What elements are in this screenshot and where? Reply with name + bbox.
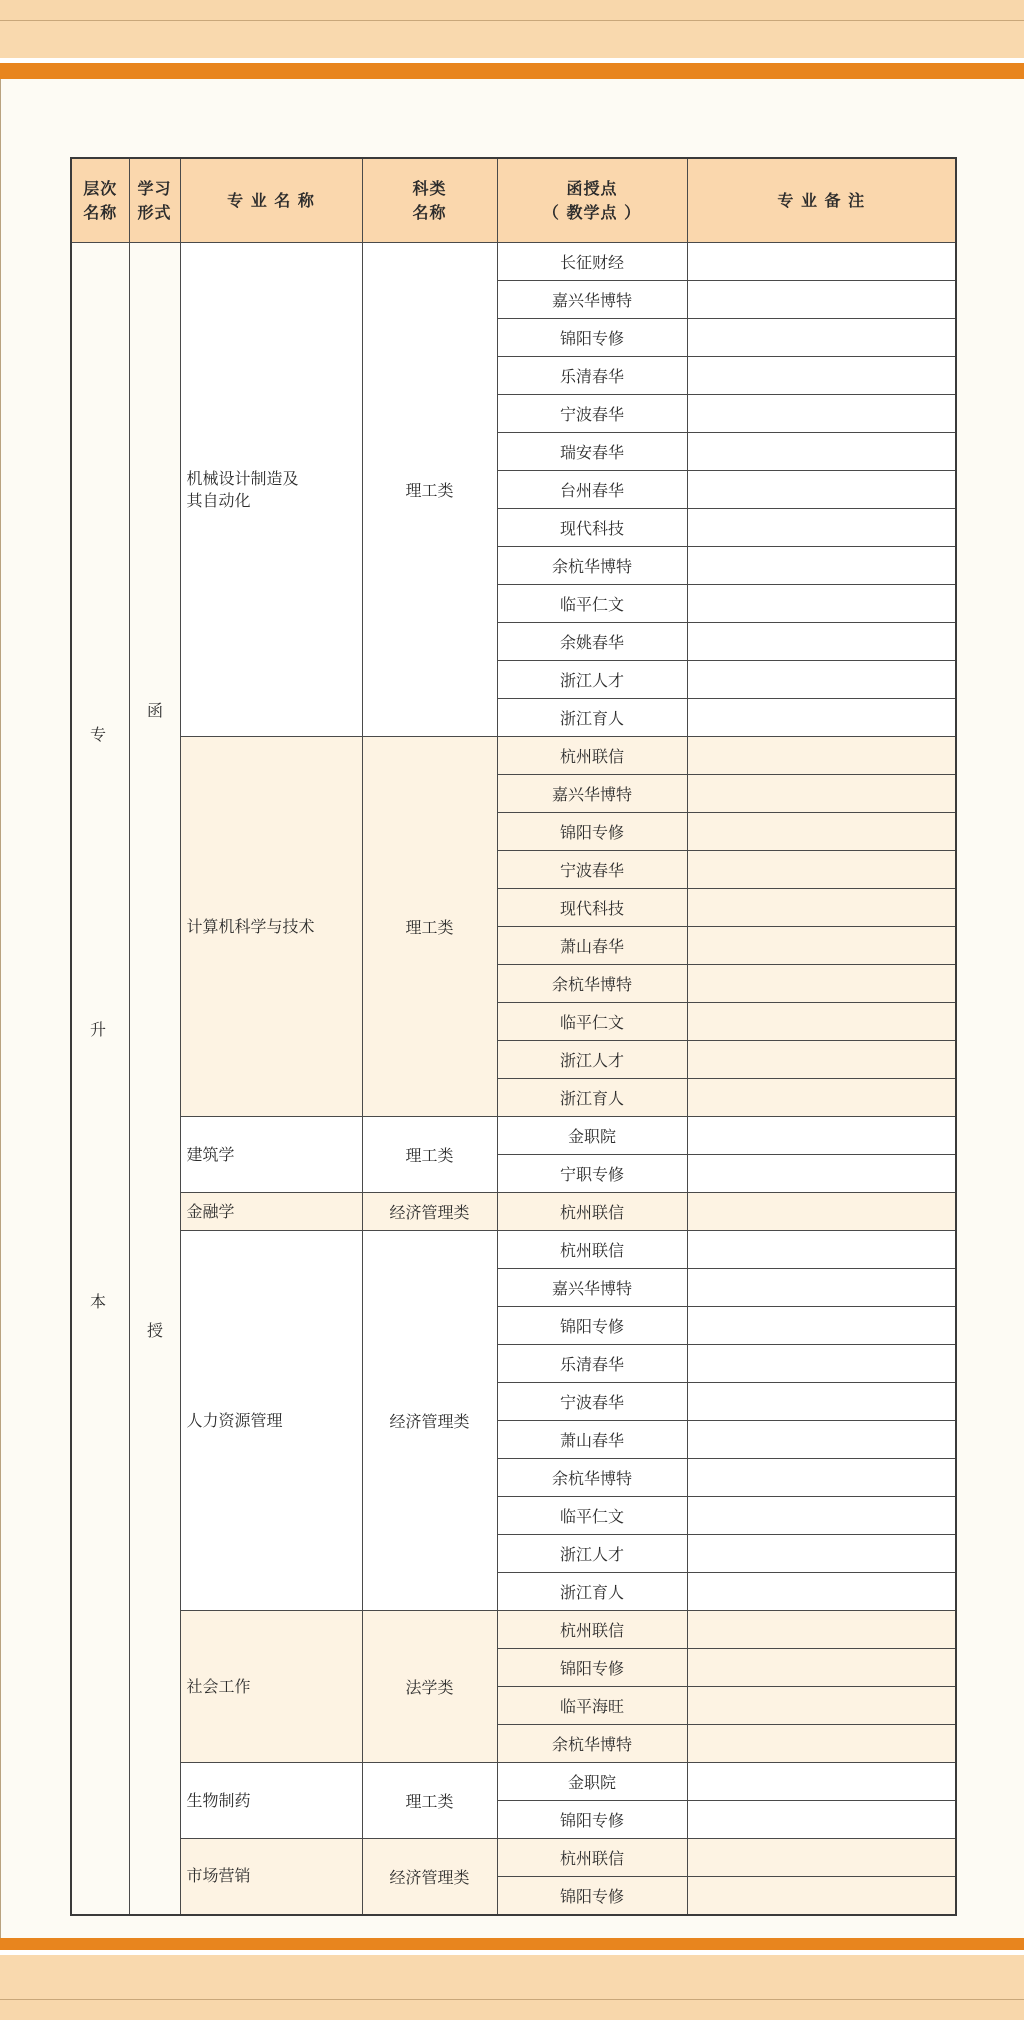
- teaching-site-cell: 浙江育人: [497, 1079, 687, 1117]
- teaching-site-cell: 临平仁文: [497, 1003, 687, 1041]
- remark-cell: [687, 395, 956, 433]
- level-char: 专: [89, 725, 106, 744]
- teaching-site-cell: 杭州联信: [497, 737, 687, 775]
- table-row: [71, 1763, 956, 1801]
- top-orange-bar: [0, 63, 1024, 79]
- remark-cell: [687, 281, 956, 319]
- remark-cell: [687, 585, 956, 623]
- remark-cell: [687, 433, 956, 471]
- teaching-site-cell: 临平海旺: [497, 1687, 687, 1725]
- teaching-site-cell: 临平仁文: [497, 585, 687, 623]
- teaching-site-cell: 余杭华博特: [497, 1459, 687, 1497]
- remark-cell: [687, 471, 956, 509]
- remark-cell: [687, 1345, 956, 1383]
- category-cell: 理工类: [362, 243, 497, 737]
- level-char: 本: [89, 1292, 106, 1311]
- category-cell: 法学类: [362, 1611, 497, 1763]
- remark-cell: [687, 243, 956, 281]
- remark-cell: [687, 1839, 956, 1877]
- study-form-cell: [129, 243, 180, 1915]
- remark-cell: [687, 1079, 956, 1117]
- category-cell: 经济管理类: [362, 1193, 497, 1231]
- teaching-site-cell: 余杭华博特: [497, 547, 687, 585]
- program-table: [70, 157, 957, 1916]
- remark-cell: [687, 1193, 956, 1231]
- table-row: [71, 737, 956, 775]
- bottom-decor-band-outer: [0, 1999, 1024, 2020]
- study-form-char: 授: [146, 1321, 163, 1340]
- teaching-site-cell: 锦阳专修: [497, 1801, 687, 1839]
- teaching-site-cell: 宁波春华: [497, 395, 687, 433]
- remark-cell: [687, 775, 956, 813]
- remark-cell: [687, 1155, 956, 1193]
- remark-cell: [687, 1231, 956, 1269]
- teaching-site-cell: 杭州联信: [497, 1611, 687, 1649]
- major-name-cell: 人力资源管理: [180, 1231, 362, 1611]
- category-cell: 经济管理类: [362, 1231, 497, 1611]
- level-cell: [71, 243, 129, 1915]
- remark-cell: [687, 699, 956, 737]
- teaching-site-cell: 金职院: [497, 1763, 687, 1801]
- major-name-cell: 机械设计制造及 其自动化: [180, 243, 362, 737]
- table-row: [71, 1611, 956, 1649]
- major-name-cell: 计算机科学与技术: [180, 737, 362, 1117]
- teaching-site-cell: 台州春华: [497, 471, 687, 509]
- remark-cell: [687, 357, 956, 395]
- teaching-site-cell: 瑞安春华: [497, 433, 687, 471]
- category-cell: 理工类: [362, 1763, 497, 1839]
- remark-cell: [687, 623, 956, 661]
- table-body: [71, 243, 956, 1915]
- teaching-site-cell: 萧山春华: [497, 927, 687, 965]
- remark-cell: [687, 851, 956, 889]
- teaching-site-cell: 余杭华博特: [497, 965, 687, 1003]
- category-cell: 经济管理类: [362, 1839, 497, 1915]
- teaching-site-cell: 萧山春华: [497, 1421, 687, 1459]
- remark-cell: [687, 1877, 956, 1915]
- remark-cell: [687, 965, 956, 1003]
- remark-cell: [687, 1497, 956, 1535]
- remark-cell: [687, 1041, 956, 1079]
- teaching-site-cell: 宁职专修: [497, 1155, 687, 1193]
- remark-cell: [687, 1269, 956, 1307]
- table-header-row: [71, 158, 956, 243]
- header-major-name: 专 业 名 称: [180, 158, 362, 243]
- remark-cell: [687, 1003, 956, 1041]
- table-row: [71, 1839, 956, 1877]
- teaching-site-cell: 浙江人才: [497, 661, 687, 699]
- teaching-site-cell: 现代科技: [497, 509, 687, 547]
- teaching-site-cell: 浙江育人: [497, 1573, 687, 1611]
- teaching-site-cell: 杭州联信: [497, 1193, 687, 1231]
- header-study-form: 学习 形式: [129, 158, 180, 243]
- teaching-site-cell: 锦阳专修: [497, 813, 687, 851]
- remark-cell: [687, 1763, 956, 1801]
- remark-cell: [687, 1801, 956, 1839]
- teaching-site-cell: 嘉兴华博特: [497, 775, 687, 813]
- teaching-site-cell: 长征财经: [497, 243, 687, 281]
- teaching-site-cell: 杭州联信: [497, 1231, 687, 1269]
- remark-cell: [687, 1611, 956, 1649]
- bottom-decor-band: [0, 1955, 1024, 1999]
- remark-cell: [687, 319, 956, 357]
- teaching-site-cell: 嘉兴华博特: [497, 281, 687, 319]
- teaching-site-cell: 锦阳专修: [497, 1307, 687, 1345]
- teaching-site-cell: 余姚春华: [497, 623, 687, 661]
- level-char: 升: [89, 1020, 106, 1039]
- teaching-site-cell: 锦阳专修: [497, 1877, 687, 1915]
- remark-cell: [687, 813, 956, 851]
- table-row: [71, 243, 956, 281]
- remark-cell: [687, 1459, 956, 1497]
- teaching-site-cell: 嘉兴华博特: [497, 1269, 687, 1307]
- left-border-line: [0, 79, 1, 1938]
- teaching-site-cell: 杭州联信: [497, 1839, 687, 1877]
- major-name-cell: 建筑学: [180, 1117, 362, 1193]
- table-row: [71, 1193, 956, 1231]
- remark-cell: [687, 1307, 956, 1345]
- teaching-site-cell: 余杭华博特: [497, 1725, 687, 1763]
- teaching-site-cell: 金职院: [497, 1117, 687, 1155]
- header-remarks: 专 业 备 注: [687, 158, 956, 243]
- remark-cell: [687, 509, 956, 547]
- bottom-orange-bar: [0, 1938, 1024, 1950]
- table-row: [71, 1231, 956, 1269]
- teaching-site-cell: 锦阳专修: [497, 1649, 687, 1687]
- category-cell: 理工类: [362, 1117, 497, 1193]
- major-name-cell: 社会工作: [180, 1611, 362, 1763]
- remark-cell: [687, 927, 956, 965]
- top-decor-band: [0, 0, 1024, 20]
- study-form-char: 函: [146, 701, 163, 720]
- header-teaching-site: 函授点 （ 教学点 ）: [497, 158, 687, 243]
- teaching-site-cell: 浙江人才: [497, 1535, 687, 1573]
- remark-cell: [687, 547, 956, 585]
- remark-cell: [687, 737, 956, 775]
- teaching-site-cell: 乐清春华: [497, 1345, 687, 1383]
- header-level: 层次 名称: [71, 158, 129, 243]
- remark-cell: [687, 1535, 956, 1573]
- category-cell: 理工类: [362, 737, 497, 1117]
- header-category: 科类 名称: [362, 158, 497, 243]
- teaching-site-cell: 浙江育人: [497, 699, 687, 737]
- teaching-site-cell: 宁波春华: [497, 1383, 687, 1421]
- table-row: [71, 1117, 956, 1155]
- remark-cell: [687, 1117, 956, 1155]
- teaching-site-cell: 现代科技: [497, 889, 687, 927]
- teaching-site-cell: 锦阳专修: [497, 319, 687, 357]
- remark-cell: [687, 1573, 956, 1611]
- top-decor-band-inner: [0, 20, 1024, 61]
- remark-cell: [687, 889, 956, 927]
- remark-cell: [687, 1687, 956, 1725]
- teaching-site-cell: 浙江人才: [497, 1041, 687, 1079]
- remark-cell: [687, 1421, 956, 1459]
- teaching-site-cell: 宁波春华: [497, 851, 687, 889]
- remark-cell: [687, 1383, 956, 1421]
- remark-cell: [687, 661, 956, 699]
- remark-cell: [687, 1649, 956, 1687]
- teaching-site-cell: 临平仁文: [497, 1497, 687, 1535]
- major-name-cell: 金融学: [180, 1193, 362, 1231]
- major-name-cell: 市场营销: [180, 1839, 362, 1915]
- major-name-cell: 生物制药: [180, 1763, 362, 1839]
- remark-cell: [687, 1725, 956, 1763]
- teaching-site-cell: 乐清春华: [497, 357, 687, 395]
